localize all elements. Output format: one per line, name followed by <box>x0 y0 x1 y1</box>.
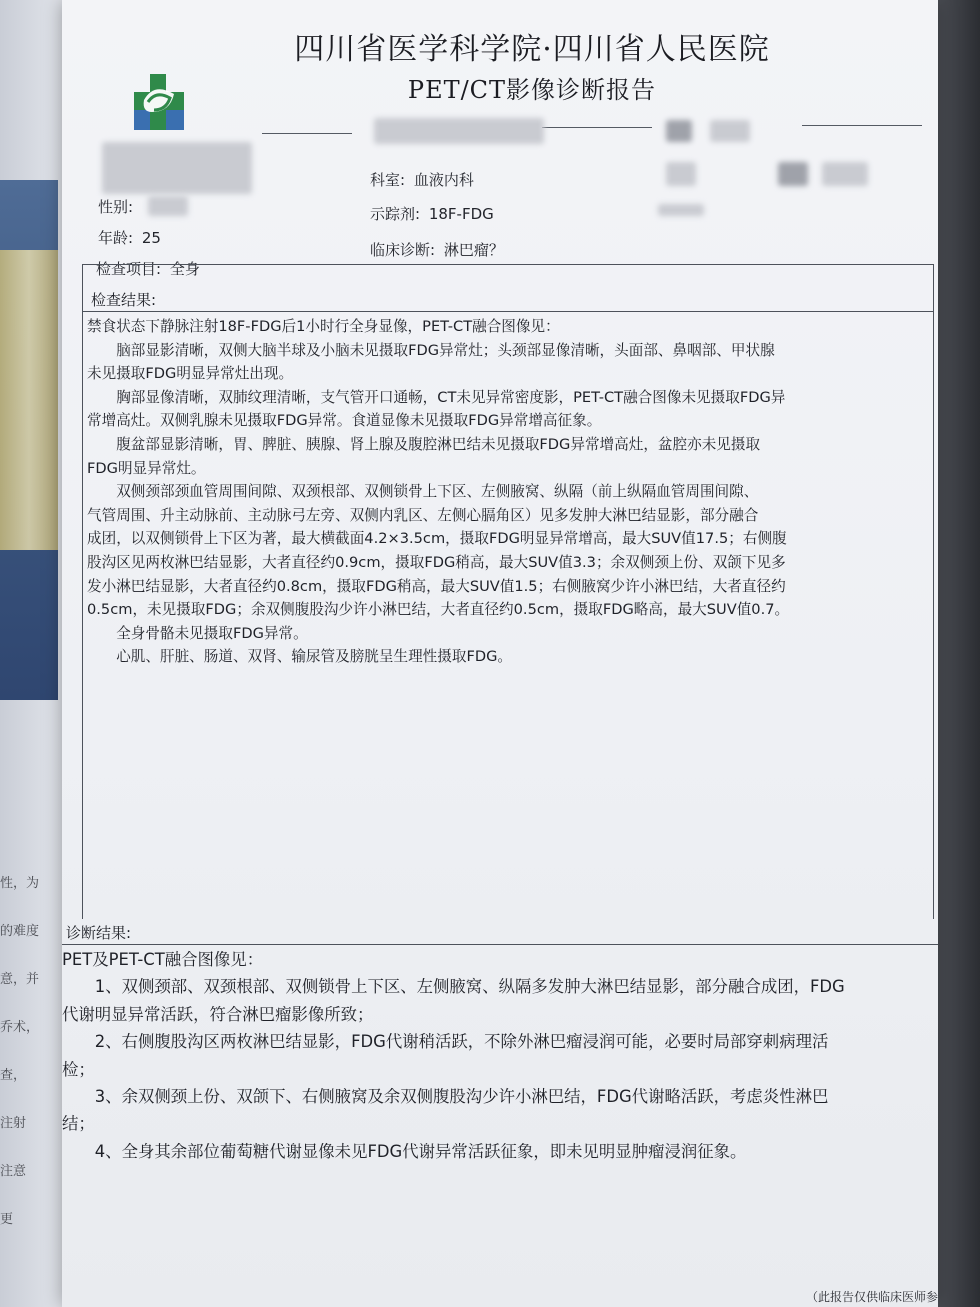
department-label: 科室: <box>370 171 406 189</box>
diagnosis-line: 结； <box>62 1114 95 1134</box>
diagnosis-line: PET及PET-CT融合图像见： <box>62 950 264 969</box>
background-text-fragment: 的难度 <box>0 924 40 939</box>
background-text-fragment: 更 <box>0 1212 14 1227</box>
report-sheet <box>62 0 938 1307</box>
footer-note: （此报告仅供临床医师参 <box>805 1290 938 1304</box>
background-text-fragment: 性，为 <box>0 876 40 891</box>
diagnosis-line: 2、右侧腹股沟区两枚淋巴结显影，FDG代谢稍活跃，不除外淋巴瘤浸润可能，必要时局部穿刺病理活 <box>62 1032 829 1052</box>
findings-line: 股沟区见两枚淋巴结显影，大者直径约0.9cm，摄取FDG稍高，最大SUV值3.3；余双侧颈上份、双颌下见多 <box>87 553 786 571</box>
exam-item-value: 全身 <box>169 260 200 278</box>
hospital-name: 四川省医学科学院·四川省人民医院 <box>294 32 770 67</box>
diagnosis-line: 代谢明显异常活跃，符合淋巴瘤影像所致； <box>62 1004 374 1024</box>
department-value: 血液内科 <box>413 171 474 189</box>
diagnosis-line: 4、全身其余部位葡萄糖代谢显像未见FDG代谢异常活跃征象，即未见明显肿瘤浸润征象。 <box>62 1141 747 1161</box>
findings-line: 双侧颈部颈血管周围间隙、双颈根部、双侧锁骨上下区、左侧腋窝、纵隔（前上纵隔血管周围间隙、 <box>87 483 759 501</box>
diagnosis-text <box>62 946 938 1165</box>
header-rule <box>542 127 652 128</box>
clinical-diagnosis-value: 淋巴瘤？ <box>443 241 504 259</box>
hospital-logo-icon <box>128 74 190 130</box>
redacted-area <box>102 142 252 194</box>
findings-section <box>82 264 934 919</box>
diagnosis-divider <box>62 944 938 945</box>
age-label: 年龄: <box>98 229 134 247</box>
background-text-fragment: 乔术， <box>0 1020 40 1035</box>
header-rule <box>802 125 922 126</box>
findings-line: 腹盆部显影清晰，胃、脾脏、胰腺、肾上腺及腹腔淋巴结未见摄取FDG异常增高灶，盆腔亦未见摄取 <box>87 435 761 453</box>
diagnosis-label: 诊断结果: <box>66 924 132 942</box>
findings-line: 气管周围、升主动脉前、主动脉弓左旁、双侧内乳区、左侧心膈角区）见多发肿大淋巴结显影，部分融合 <box>87 506 759 524</box>
diagnosis-line: 1、双侧颈部、双颈根部、双侧锁骨上下区、左侧腋窝、纵隔多发肿大淋巴结显影，部分融合成团，FDG <box>62 977 845 997</box>
findings-line: 心肌、肝脏、肠道、双肾、输尿管及膀胱呈生理性摄取FDG。 <box>87 648 512 666</box>
findings-line: 全身骨骼未见摄取FDG异常。 <box>87 624 308 642</box>
redacted-area <box>658 204 704 216</box>
background-book-band <box>0 250 58 550</box>
findings-text <box>87 315 933 669</box>
background-text-fragment: 注意 <box>0 1164 27 1179</box>
findings-line: 发小淋巴结显影，大者直径约0.8cm，摄取FDG稍高，最大SUV值1.5；右侧腋窝少许小淋巴结，大者直径约 <box>87 577 786 595</box>
findings-line: 成团，以双侧锁骨上下区为著，最大横截面4.2×3.5cm，摄取FDG明显异常增高，最大SUV值17.5；右侧腹 <box>87 530 787 548</box>
tracer-field <box>370 203 494 224</box>
findings-label: 检查结果: <box>91 291 157 309</box>
diagnosis-line: 检； <box>62 1059 95 1079</box>
findings-line: 脑部显影清晰，双侧大脑半球及小脑未见摄取FDG异常灶；头颈部显像清晰，头面部、鼻咽部、甲状腺 <box>87 341 775 359</box>
age-value: 25 <box>141 229 161 247</box>
redacted-area <box>374 118 544 144</box>
findings-line: 0.5cm，未见摄取FDG；余双侧腹股沟少许小淋巴结，大者直径约0.5cm，摄取FDG略高，最大SUV值0.7。 <box>87 601 790 619</box>
background-text-fragment: 意，并 <box>0 972 40 987</box>
findings-line: 禁食状态下静脉注射18F-FDG后1小时行全身显像，PET-CT融合图像见： <box>87 318 560 335</box>
findings-line: FDG明显异常灶。 <box>87 459 206 477</box>
findings-divider <box>83 311 933 312</box>
findings-line: 常增高灶。双侧乳腺未见摄取FDG异常。食道显像未见摄取FDG异常增高征象。 <box>87 412 602 430</box>
clinical-diagnosis-field <box>370 239 504 260</box>
redacted-area <box>822 162 868 186</box>
redacted-area <box>666 120 692 142</box>
findings-line: 未见摄取FDG明显异常灶出现。 <box>87 365 294 383</box>
tracer-value: 18F-FDG <box>428 205 494 223</box>
age-field <box>98 227 161 248</box>
gender-field <box>98 196 137 217</box>
department-field <box>370 169 474 190</box>
redacted-area <box>666 162 696 186</box>
header-rule <box>262 133 352 134</box>
exam-item-label: 检查项目: <box>96 260 162 278</box>
diagnosis-line: 3、余双侧颈上份、双颌下、右侧腋窝及余双侧腹股沟少许小淋巴结，FDG代谢略活跃，考虑炎性淋巴 <box>62 1087 829 1107</box>
report-title: PET/CT影像诊断报告 <box>407 76 657 104</box>
background-text-fragment: 注射 <box>0 1116 27 1131</box>
redacted-area <box>710 120 750 142</box>
background-text-fragment: 查， <box>0 1068 27 1083</box>
redacted-area <box>778 162 808 186</box>
tracer-label: 示踪剂: <box>370 205 421 223</box>
clinical-diagnosis-label: 临床诊断: <box>370 241 436 259</box>
redacted-area <box>148 196 188 216</box>
gender-label: 性别: <box>98 198 134 216</box>
findings-line: 胸部显像清晰，双肺纹理清晰，支气管开口通畅，CT未见异常密度影，PET-CT融合图像未见摄取FDG异 <box>87 388 786 406</box>
background-page-text <box>0 860 48 1244</box>
